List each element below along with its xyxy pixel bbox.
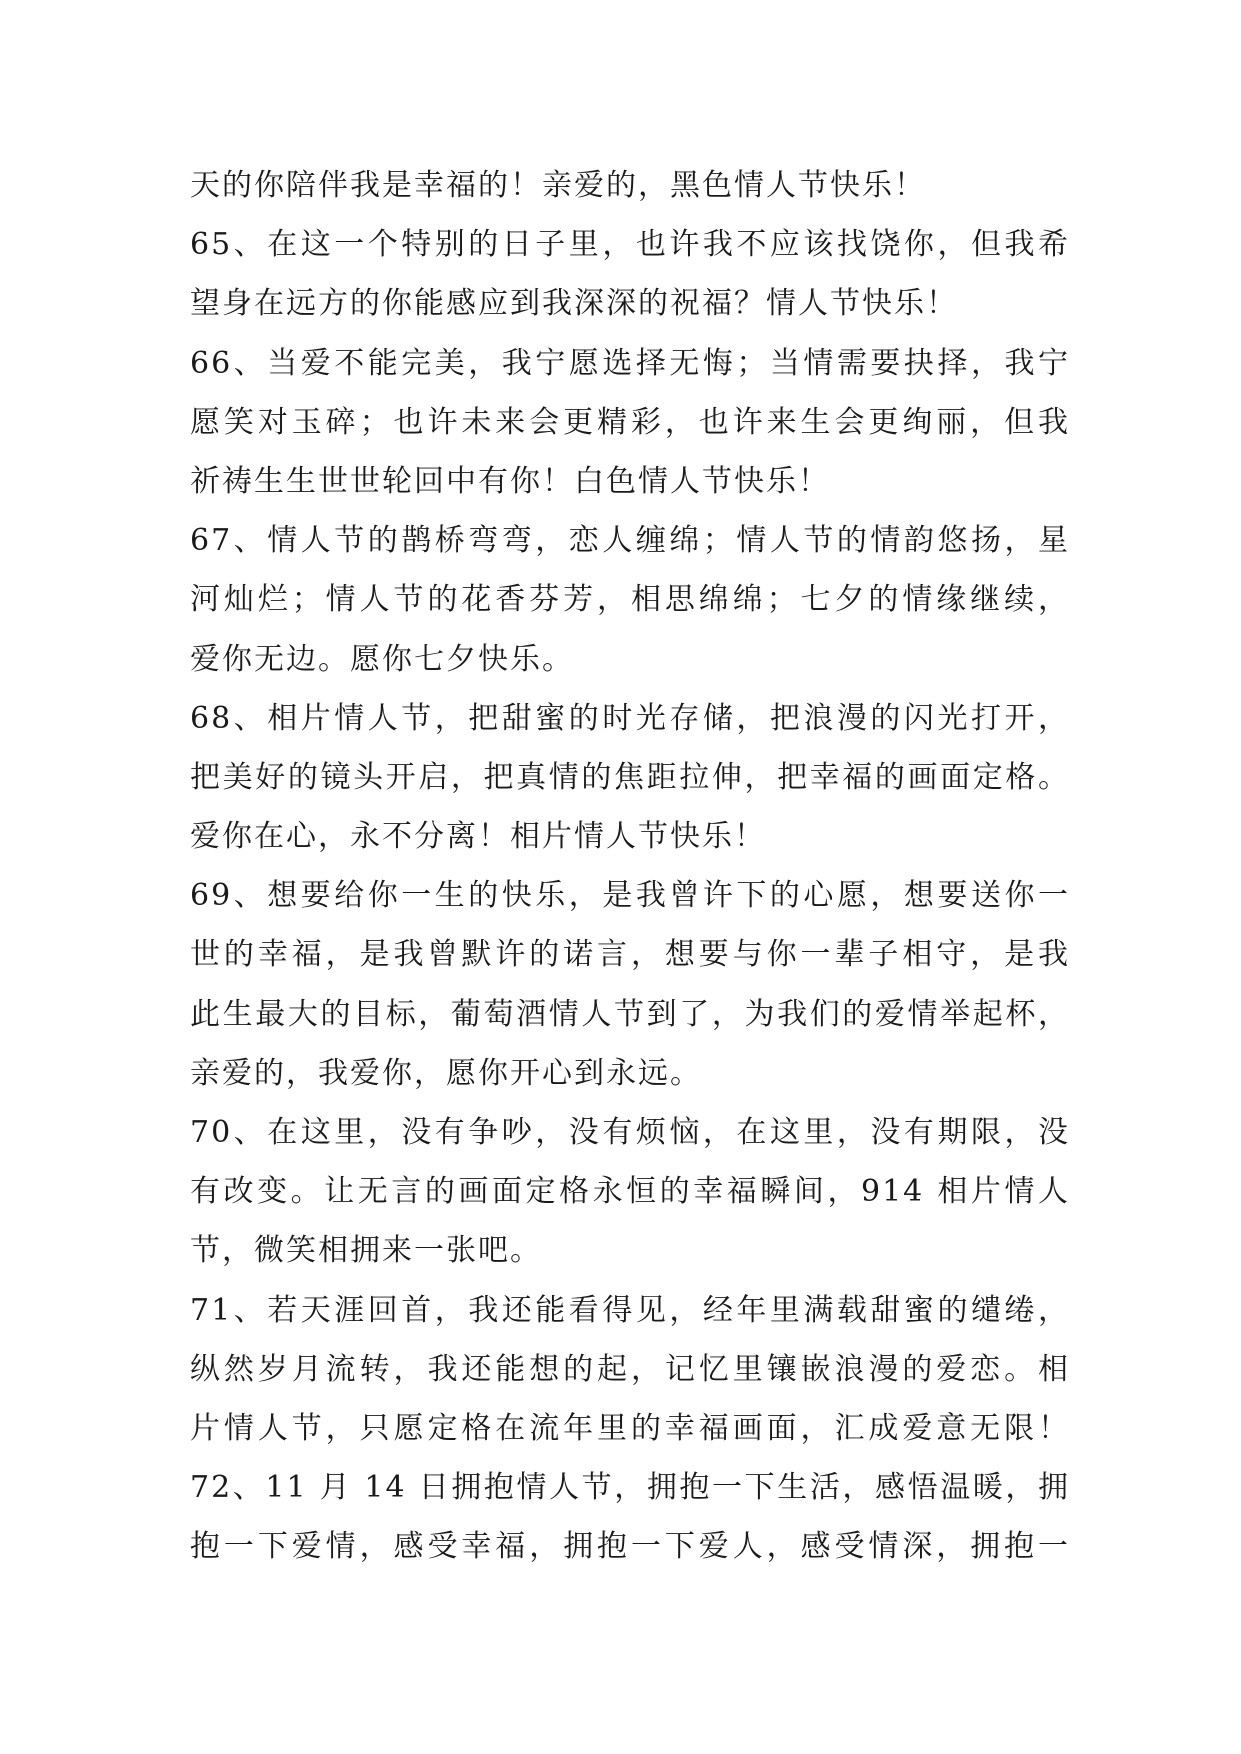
document-body: [190, 156, 1070, 1577]
text-line: 爱你无边。愿你七夕快乐。: [190, 641, 574, 677]
text-line: 67、情人节的鹊桥弯弯，恋人缠绵；情人节的情韵悠扬，星: [190, 523, 1070, 559]
text-line: 祈祷生生世世轮回中有你！白色情人节快乐！: [190, 463, 830, 499]
text-line: 68、相片情人节，把甜蜜的时光存储，把浪漫的闪光打开，: [190, 700, 1070, 736]
text-line: 爱你在心，永不分离！相片情人节快乐！: [190, 819, 766, 855]
text-line: 71、若天涯回首，我还能看得见，经年里满载甜蜜的缱绻，: [190, 1292, 1070, 1328]
text-line: 有改变。让无言的画面定格永恒的幸福瞬间，914 相片情人: [190, 1174, 1070, 1210]
text-line: 纵然岁月流转，我还能想的起，记忆里镶嵌浪漫的爱恋。相: [190, 1351, 1070, 1387]
text-line: 抱一下爱情，感受幸福，拥抱一下爱人，感受情深，拥抱一: [190, 1529, 1070, 1565]
text-line: 65、在这一个特别的日子里，也许我不应该找饶你，但我希: [190, 227, 1070, 263]
text-line: 世的幸福，是我曾默许的诺言，想要与你一辈子相守，是我: [190, 937, 1070, 973]
text-line: 河灿烂；情人节的花香芬芳，相思绵绵；七夕的情缘继续，: [190, 582, 1070, 618]
text-line: 此生最大的目标，葡萄酒情人节到了，为我们的爱情举起杯，: [190, 996, 1070, 1032]
text-line: 72、11 月 14 日拥抱情人节，拥抱一下生活，感悟温暖，拥: [190, 1470, 1070, 1506]
text-line: 69、想要给你一生的快乐，是我曾许下的心愿，想要送你一: [190, 878, 1070, 914]
text-line: 66、当爱不能完美，我宁愿选择无悔；当情需要抉择，我宁: [190, 345, 1070, 381]
text-line: 片情人节，只愿定格在流年里的幸福画面，汇成爱意无限！: [190, 1410, 1070, 1446]
text-line: 愿笑对玉碎；也许未来会更精彩，也许来生会更绚丽，但我: [190, 404, 1070, 440]
text-line: 70、在这里，没有争吵，没有烦恼，在这里，没有期限，没: [190, 1115, 1070, 1150]
text-line: 节，微笑相拥来一张吧。: [190, 1233, 542, 1269]
text-line: 亲爱的，我爱你，愿你开心到永远。: [190, 1055, 702, 1091]
text-line: 天的你陪伴我是幸福的！亲爱的，黑色情人节快乐！: [190, 168, 926, 203]
text-line: 把美好的镜头开启，把真情的焦距拉伸，把幸福的画面定格。: [190, 759, 1070, 795]
text-line: 望身在远方的你能感应到我深深的祝福？情人节快乐！: [190, 286, 958, 322]
